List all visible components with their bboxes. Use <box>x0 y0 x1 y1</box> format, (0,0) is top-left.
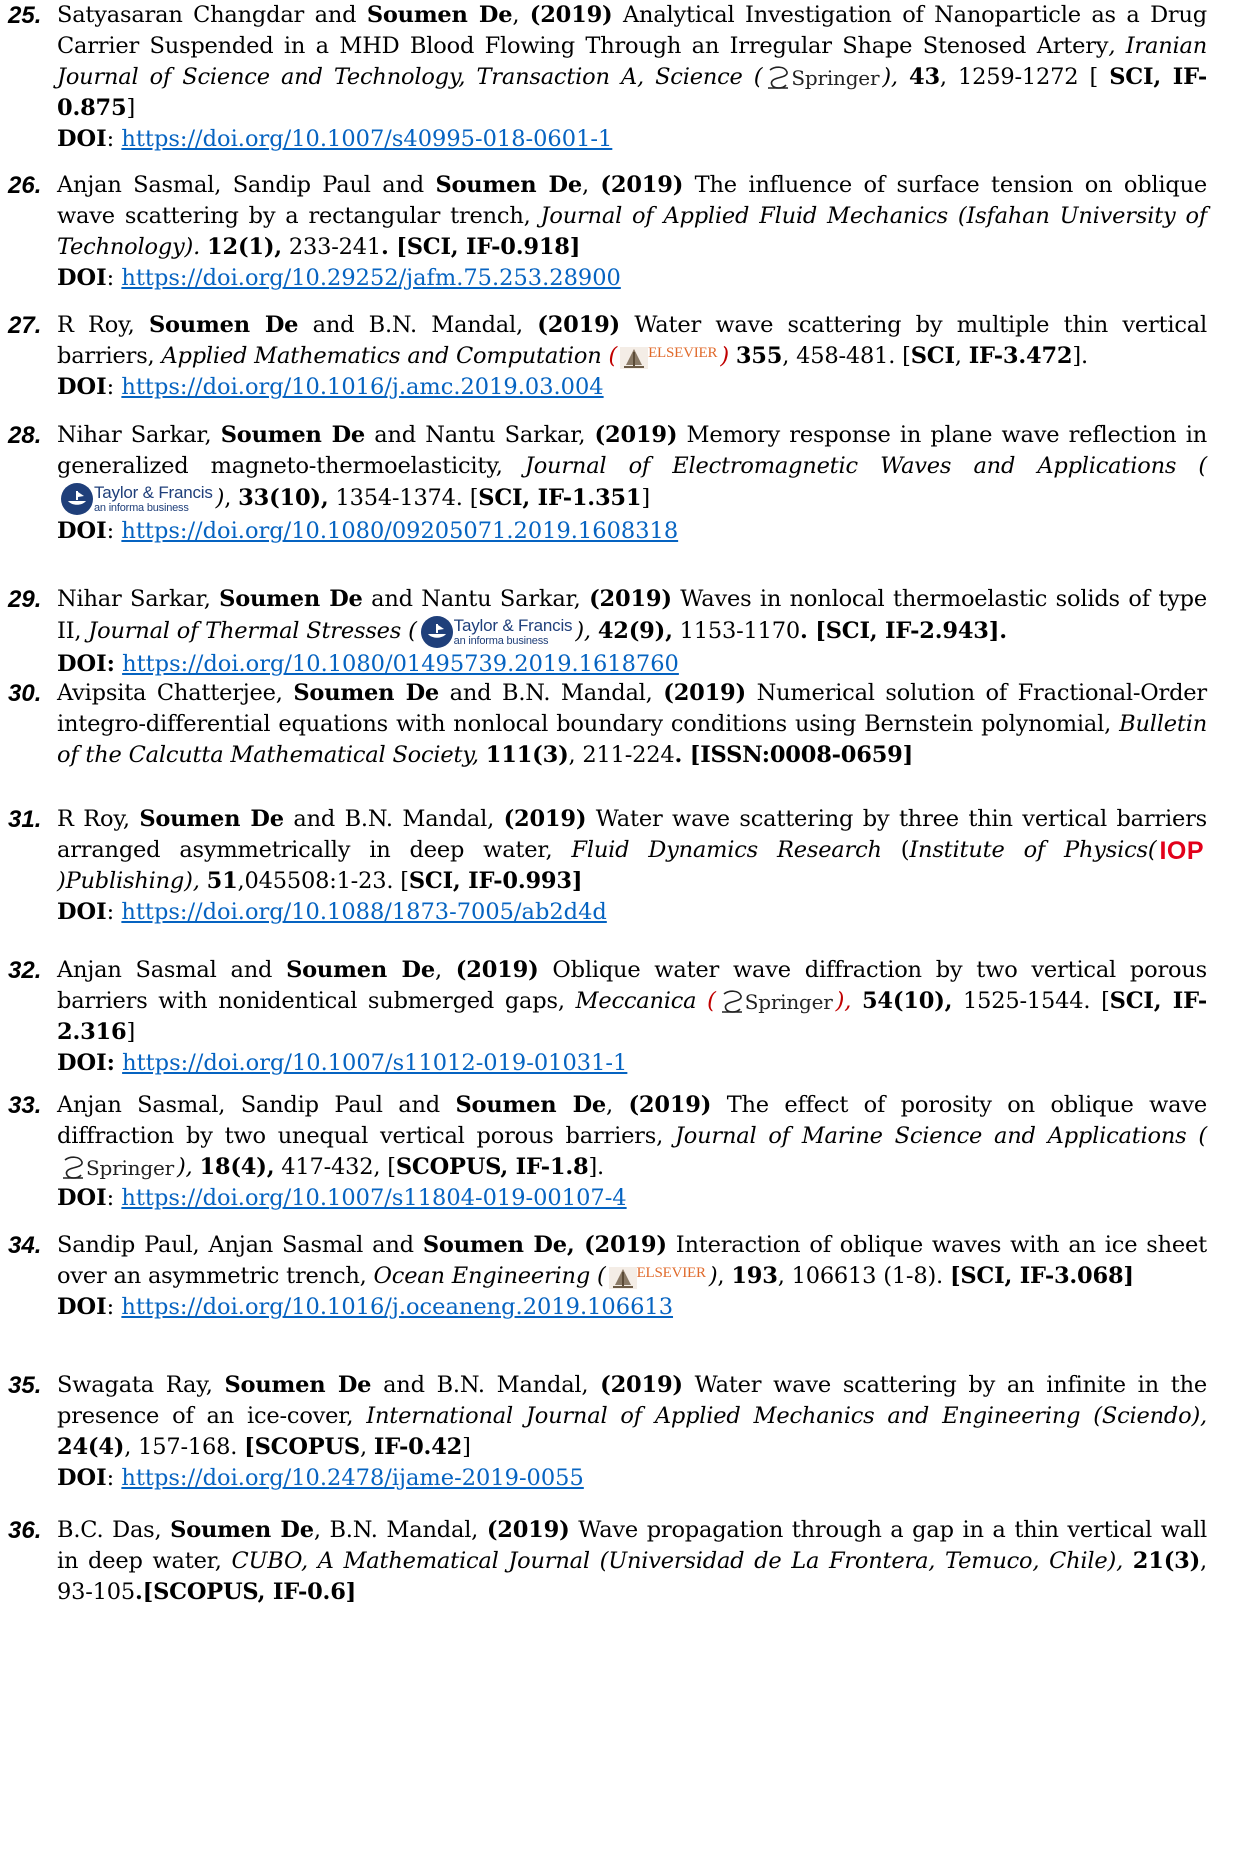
citation-text-run: 1525-1544. [ <box>952 988 1110 1014</box>
elsevier-logo <box>609 1266 706 1289</box>
citation-text-run: R Roy, <box>57 312 149 338</box>
doi-label: DOI <box>57 518 107 544</box>
doi-line <box>57 1048 1236 1079</box>
citation-text-run: Water wave scattering by multiple thin vertical barriers, <box>57 312 1207 369</box>
citation-text-run: Swagata Ray, <box>57 1372 225 1398</box>
journal-name: ) <box>215 485 225 511</box>
springer-logo-text: Springer <box>791 66 880 90</box>
doi-label: DOI: <box>57 651 115 677</box>
citation-bold-text: Soumen De <box>220 422 365 448</box>
citation-text-run <box>898 64 909 90</box>
doi-separator: : <box>106 1294 122 1320</box>
entry-number: 35. <box>8 1372 42 1399</box>
publication-entry <box>0 1370 1236 1494</box>
citation-text <box>57 170 1207 263</box>
citation-bold-text: Soumen De <box>435 172 582 198</box>
citation-bold-text: Soumen De <box>286 957 435 983</box>
citation-bold-text: SCI, IF-0.875 <box>57 64 1208 121</box>
citation-text-run: ] <box>126 95 136 121</box>
journal-name: Applied Mathematics and Computation <box>161 343 609 369</box>
citation-text-run: , B.N. Mandal, <box>313 1517 487 1543</box>
entry-number: 36. <box>8 1517 42 1544</box>
citation-bold-text: Soumen De <box>148 312 299 338</box>
doi-label: DOI <box>57 899 107 925</box>
citation-text-run: , 157-168. <box>124 1434 245 1460</box>
entry-number: 31. <box>8 806 42 833</box>
citation-bold-text: SCI, IF-0.993] <box>408 868 583 894</box>
citation-bold-text: Soumen De <box>139 806 284 832</box>
citation-text-run: , 106613 (1-8). <box>777 1263 950 1289</box>
citation-bold-text: IF-0.42 <box>373 1434 463 1460</box>
citation-bold-text: [SCOPUS <box>244 1434 360 1460</box>
citation-text <box>57 0 1207 124</box>
citation-bold-text: 33(10), <box>238 485 329 511</box>
citation-text-run: Satyasaran Changdar and <box>57 2 367 28</box>
doi-link[interactable]: https://doi.org/10.1007/s40995-018-0601-1 <box>121 126 613 152</box>
springer-logo <box>60 1156 174 1180</box>
elsevier-logo-text: ELSEVIER <box>648 344 718 361</box>
citation-text-run: , 211-224 <box>568 742 675 768</box>
doi-link[interactable]: https://doi.org/10.29252/jafm.75.253.28900 <box>121 265 621 291</box>
doi-separator: : <box>106 1185 122 1211</box>
entry-number: 25. <box>8 2 42 29</box>
journal-name: CUBO, A Mathematical Journal (Universidad de La Frontera, Temuco, Chile), <box>231 1548 1124 1574</box>
citation-text-run: , 458-481. [ <box>782 343 911 369</box>
doi-label: DOI <box>57 374 107 400</box>
citation-text-run <box>729 343 736 369</box>
entry-number: 33. <box>8 1092 42 1119</box>
citation-bold-text: (2019) <box>589 586 672 612</box>
publication-entry <box>0 1515 1236 1608</box>
taylor-francis-logo-text: Taylor & Francis <box>94 483 213 502</box>
citation-text-run <box>851 988 862 1014</box>
citation-text <box>57 804 1207 897</box>
publication-entry <box>0 310 1236 403</box>
springer-logo <box>765 66 879 90</box>
citation-text-run: Nihar Sarkar, <box>57 586 220 612</box>
citation-bold-text: . [SCI, IF-0.918] <box>381 234 581 260</box>
taylor-francis-logo-text: Taylor & Francis <box>453 616 573 635</box>
citation-text-run: Waves in nonlocal thermoelastic solids of type II, <box>57 586 1207 644</box>
citation-text-run: Oblique water wave diffraction by two vertical porous barriers with nonidentical submerged gaps, <box>57 957 1208 1014</box>
entry-number: 30. <box>8 680 42 707</box>
publication-entry <box>0 170 1236 294</box>
doi-label: DOI <box>57 1294 107 1320</box>
publication-entry <box>0 955 1236 1079</box>
citation-text-run <box>591 618 598 644</box>
citation-bold-text: 193 <box>731 1263 778 1289</box>
journal-name: Journal of Electromagnetic Waves and Applications ( <box>524 453 1207 479</box>
taylor-francis-logo-subtext: an informa business <box>94 502 189 514</box>
doi-line <box>57 897 1236 928</box>
journal-name: ), <box>882 64 898 90</box>
citation-bold-text: 24(4) <box>57 1434 125 1460</box>
entry-number: 26. <box>8 172 42 199</box>
citation-bold-text: Soumen De <box>455 1092 607 1118</box>
citation-text-run: The influence of surface tension on oblique wave scattering by a rectangular trench, <box>57 172 1208 229</box>
citation-bold-text: 111(3) <box>485 742 569 768</box>
citation-bold-text: . [ISSN:0008-0659] <box>674 742 914 768</box>
citation-text-run: Memory response in plane wave reflection in generalized magneto-thermoelasticity, <box>57 422 1207 479</box>
citation-bold-text: (2019) <box>503 806 587 832</box>
citation-bold-text: 51 <box>206 868 238 894</box>
citation-text-run: R Roy, <box>57 806 140 832</box>
citation-text <box>57 1515 1207 1608</box>
elsevier-logo <box>620 346 717 369</box>
citation-text <box>57 1090 1207 1183</box>
doi-separator: : <box>106 374 122 400</box>
entry-number: 27. <box>8 312 42 339</box>
publication-entry <box>0 0 1236 155</box>
citation-text-run: ] <box>462 1434 471 1460</box>
citation-text <box>57 1370 1207 1463</box>
citation-bold-text: (2019) <box>486 1517 570 1543</box>
publication-entry <box>0 1230 1236 1323</box>
citation-text-run: and B.N. Mandal, <box>283 806 504 832</box>
publication-entry <box>0 420 1236 547</box>
citation-bold-text: SCI, IF-1.351 <box>478 485 642 511</box>
citation-bold-text: .[SCOPUS, IF-0.6] <box>134 1579 357 1605</box>
journal-name: ) <box>708 1263 718 1289</box>
entry-number: 32. <box>8 957 42 984</box>
doi-line <box>57 124 1236 155</box>
citation-text-run <box>200 868 207 894</box>
journal-name: Journal of Marine Science and Applications ( <box>674 1123 1208 1149</box>
publisher-paren: ( <box>707 988 716 1014</box>
doi-link[interactable]: https://doi.org/10.1016/j.oceaneng.2019.106613 <box>121 1294 674 1320</box>
citation-text <box>57 420 1207 516</box>
citation-text-run: Numerical solution of Fractional-Order integro-differential equations with nonlocal boundary conditions using Bernstein polynomial, <box>57 680 1207 737</box>
citation-text-run <box>1123 1548 1133 1574</box>
citation-bold-text: 18(4), <box>199 1154 275 1180</box>
doi-line <box>57 372 1236 403</box>
elsevier-logo-text: ELSEVIER <box>636 1264 706 1281</box>
citation-text-run: Sandip Paul, Anjan Sasmal and <box>57 1232 423 1258</box>
citation-text-run: and B.N. Mandal, <box>439 680 664 706</box>
citation-bold-text: Soumen De <box>366 2 513 28</box>
springer-logo-text: Springer <box>86 1156 174 1180</box>
citation-text <box>57 678 1207 771</box>
doi-link[interactable]: https://doi.org/10.1080/09205071.2019.1608318 <box>121 518 679 544</box>
citation-text-run: 417-432, [ <box>274 1154 396 1180</box>
citation-text-run: , <box>581 172 601 198</box>
entry-number: 34. <box>8 1232 42 1259</box>
citation-bold-text: (2019) <box>594 422 678 448</box>
doi-line <box>57 516 1236 547</box>
journal-name: Meccanica <box>575 988 708 1014</box>
citation-text-run: Analytical Investigation of Nanoparticle as a Drug Carrier Suspended in a MHD Blood Flowing Through an Irregular Shape Stenosed Artery <box>57 2 1207 59</box>
citation-bold-text: 355 <box>735 343 783 369</box>
citation-text-run: Anjan Sasmal, Sandip Paul and <box>57 172 436 198</box>
citation-bold-text: SCOPUS, IF-1.8 <box>395 1154 589 1180</box>
doi-line <box>57 1463 1236 1494</box>
citation-bold-text: Soumen De, (2019) <box>422 1232 667 1258</box>
citation-text <box>57 1230 1207 1292</box>
doi-separator: : <box>106 1465 122 1491</box>
publication-entry <box>0 678 1236 771</box>
citation-bold-text: (2019) <box>537 312 620 338</box>
doi-separator: : <box>106 518 122 544</box>
citation-text-run: and Nantu Sarkar, <box>362 586 590 612</box>
citation-bold-text: 21(3) <box>1132 1548 1201 1574</box>
citation-text-run: , <box>434 957 456 983</box>
citation-text-run: Anjan Sasmal and <box>57 957 287 983</box>
citation-text <box>57 955 1207 1048</box>
journal-name: ), <box>575 618 591 644</box>
citation-text-run: , 1259-1272 [ <box>939 64 1110 90</box>
journal-name: , Iranian Journal of Science and Technology, Transaction A, Science ( <box>57 33 1207 90</box>
taylor-francis-logo <box>420 615 573 649</box>
journal-name: Fluid Dynamics Research <box>571 837 882 863</box>
springer-logo <box>719 990 833 1014</box>
citation-text-run: , <box>512 2 530 28</box>
taylor-francis-logo-subtext: an informa business <box>453 635 549 647</box>
citation-text-run: and B.N. Mandal, <box>298 312 538 338</box>
citation-bold-text: Soumen De <box>224 1372 372 1398</box>
citation-bold-text: (2019) <box>455 957 539 983</box>
entry-number: 29. <box>8 586 42 613</box>
doi-link[interactable]: https://doi.org/10.2478/ijame-2019-0055 <box>121 1465 584 1491</box>
journal-name: Journal of Applied Fluid Mechanics (Isfahan University of Technology). <box>57 203 1207 260</box>
citation-text-run: 233-241 <box>281 234 381 260</box>
doi-label: DOI: <box>57 1050 115 1076</box>
citation-bold-text: (2019) <box>529 2 613 28</box>
citation-text-run: , <box>606 1092 629 1118</box>
citation-bold-text: IF-3.472 <box>968 343 1073 369</box>
citation-text-run: 1354-1374. [ <box>328 485 479 511</box>
citation-bold-text: Soumen De <box>293 680 439 706</box>
doi-link[interactable]: https://doi.org/10.1016/j.amc.2019.03.004 <box>121 374 604 400</box>
doi-label: DOI <box>57 265 107 291</box>
citation-text-run: , <box>224 485 239 511</box>
citation-bold-text: SCI <box>910 343 955 369</box>
journal-name: Bulletin of the Calcutta Mathematical Society, <box>57 711 1207 768</box>
citation-text-run: Interaction of oblique waves with an ice sheet over an asymmetric trench, <box>57 1232 1207 1289</box>
citation-bold-text: SCI, IF-2.316 <box>57 988 1208 1045</box>
citation-text-run: , <box>717 1263 732 1289</box>
doi-label: DOI <box>57 1185 107 1211</box>
citation-text <box>57 584 1207 649</box>
doi-link[interactable]: https://doi.org/10.1007/s11012-019-01031-1 <box>122 1050 628 1076</box>
citation-text-run: , 93-105 <box>57 1548 1207 1605</box>
citation-text-run: and B.N. Mandal, <box>371 1372 601 1398</box>
doi-line <box>57 1183 1236 1214</box>
journal-name: International Journal of Applied Mechanics and Engineering (Sciendo), <box>366 1403 1207 1429</box>
doi-line <box>57 649 1236 680</box>
citation-text-run: ( <box>881 837 910 863</box>
citation-bold-text: (2019) <box>600 1372 683 1398</box>
citation-bold-text: Soumen De <box>170 1517 314 1543</box>
doi-link[interactable]: https://doi.org/10.1088/1873-7005/ab2d4d <box>121 899 607 925</box>
citation-bold-text: . [SCI, IF-2.943]. <box>800 618 1007 644</box>
doi-line <box>57 1292 1236 1323</box>
citation-text-run: Water wave scattering by three thin vertical barriers arranged asymmetrically in deep water, <box>57 806 1207 863</box>
citation-text-run: ,045508:1-23. [ <box>237 868 409 894</box>
citation-text-run: Nihar Sarkar, <box>57 422 221 448</box>
iop-logo-text: IOP <box>1159 836 1205 865</box>
publication-entry <box>0 804 1236 928</box>
journal-name: Ocean Engineering ( <box>373 1263 606 1289</box>
doi-label: DOI <box>57 1465 107 1491</box>
citation-text-run: ]. <box>588 1154 604 1180</box>
citation-text-run: Anjan Sasmal, Sandip Paul and <box>57 1092 456 1118</box>
citation-text-run: B.C. Das, <box>57 1517 171 1543</box>
citation-text-run: , <box>954 343 969 369</box>
doi-link[interactable]: https://doi.org/10.1080/01495739.2019.1618760 <box>122 651 679 677</box>
citation-text-run: The effect of porosity on oblique wave diffraction by two unequal vertical porous barriers, <box>57 1092 1208 1149</box>
publisher-paren: ), <box>835 988 852 1014</box>
citation-bold-text: 54(10), <box>861 988 953 1014</box>
publication-entry <box>0 584 1236 680</box>
citation-text <box>57 310 1207 372</box>
journal-name: Journal of Thermal Stresses ( <box>88 618 417 644</box>
doi-separator: : <box>106 265 122 291</box>
springer-logo-text: Springer <box>744 990 833 1014</box>
publication-entry <box>0 1090 1236 1214</box>
citation-text-run <box>200 234 207 260</box>
citation-text-run: ] <box>126 1019 136 1045</box>
doi-separator: : <box>106 899 122 925</box>
citation-text-run: Water wave scattering by an infinite in the presence of an ice-cover, <box>57 1372 1207 1429</box>
journal-name: ), <box>176 1154 193 1180</box>
publisher-paren: ) <box>720 343 729 369</box>
citation-bold-text: [SCI, IF-3.068] <box>949 1263 1134 1289</box>
citation-bold-text: 12(1), <box>207 234 282 260</box>
citation-text-run: ] <box>641 485 650 511</box>
doi-line <box>57 263 1236 294</box>
citation-bold-text: 42(9), <box>597 618 673 644</box>
citation-bold-text: (2019) <box>600 172 684 198</box>
citation-text-run <box>479 742 486 768</box>
citation-text-run: Wave propagation through a gap in a thin vertical wall in deep water, <box>57 1517 1207 1574</box>
journal-name: Institute of Physics( <box>909 837 1157 863</box>
citation-bold-text: Soumen De <box>219 586 363 612</box>
doi-link[interactable]: https://doi.org/10.1007/s11804-019-00107-4 <box>121 1185 627 1211</box>
citation-text-run: ]. <box>1072 343 1088 369</box>
citation-text-run: 1153-1170 <box>672 618 800 644</box>
taylor-francis-logo <box>60 482 213 516</box>
doi-label: DOI <box>57 126 107 152</box>
citation-text-run: and Nantu Sarkar, <box>365 422 595 448</box>
journal-name: )Publishing), <box>57 868 200 894</box>
citation-bold-text: (2019) <box>663 680 746 706</box>
citation-text-run: , <box>359 1434 374 1460</box>
iop-logo <box>1159 836 1205 865</box>
entry-number: 28. <box>8 422 42 449</box>
publisher-paren: ( <box>608 343 618 369</box>
citation-bold-text: 43 <box>909 64 940 90</box>
doi-separator: : <box>106 126 122 152</box>
citation-text-run: Avipsita Chatterjee, <box>57 680 294 706</box>
citation-bold-text: (2019) <box>628 1092 712 1118</box>
